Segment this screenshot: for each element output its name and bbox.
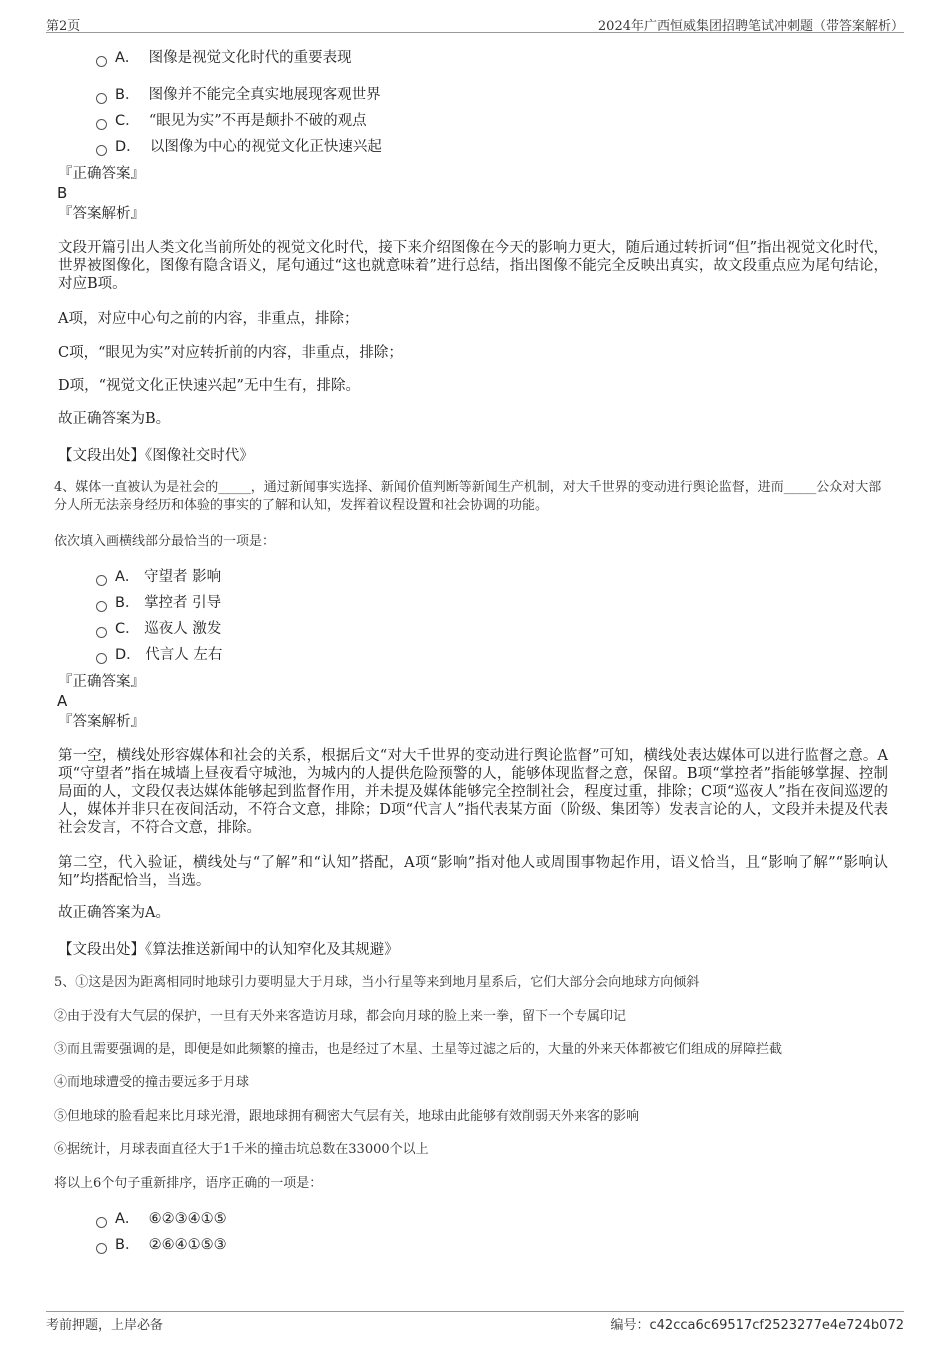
q4-option-b[interactable] xyxy=(96,593,221,613)
option-text: 巡夜人 激发 xyxy=(144,621,222,637)
option-text: 以图像为中心的视觉文化正快速兴起 xyxy=(149,139,382,155)
option-text: 代言人 左右 xyxy=(145,647,223,663)
sentence-line: ②由于没有大气层的保护，一旦有天外来客造访月球，都会向月球的脸上来一拳，留下一个专属印记 xyxy=(54,1009,627,1024)
option-text: 图像并不能完全真实地展现客观世界 xyxy=(148,87,381,103)
analysis-paragraph: 第一空，横线处形容媒体和社会的关系，根据后文“对大千世界的变动进行舆论监督”可知，横线处表达媒体可以进行监督之意。A项“守望者”指在城墙上昼夜看守城池，为城内的人提供危险预警的人，能够体现监督之意，保留。B项“掌控者”指能够掌握、控制局面的人，文段仅表达媒体能够起到监督作用，并未提及媒体能够完全控制社会，程度过重，排除；C项“巡夜人”指在夜间巡逻的人，媒体并非只在夜间活动，不符合文意，排除；D项“代言人”指代表某方面（阶级、集团等）发表言论的人，文段并未提及代表社会发言，不符合文意，排除。 xyxy=(58,748,888,836)
sentence-line: ③而且需要强调的是，即便是如此频繁的撞击，也是经过了木星、土星等过滤之后的，大量的外来天体都被它们组成的屏障拦截 xyxy=(54,1042,783,1057)
question-prompt: 依次填入画横线部分最恰当的一项是： xyxy=(54,534,276,549)
q3-option-d[interactable] xyxy=(96,137,382,157)
option-letter: A． xyxy=(115,50,140,66)
analysis-paragraph: C项，“眼见为实”对应转折前的内容，非重点，排除； xyxy=(58,345,403,361)
option-letter: C． xyxy=(115,621,140,637)
radio-icon[interactable] xyxy=(96,56,107,67)
radio-icon[interactable] xyxy=(96,93,107,104)
radio-icon[interactable] xyxy=(96,575,107,586)
option-text: 守望者 影响 xyxy=(144,569,222,585)
analysis-paragraph: 故正确答案为A。 xyxy=(58,905,170,921)
sentence-line: ⑥据统计，月球表面直径大于1千米的撞击坑总数在33000个以上 xyxy=(54,1142,429,1157)
option-letter: A． xyxy=(115,1211,140,1227)
question-stem: 4、媒体一直被认为是社会的_____，通过新闻事实选择、新闻价值判断等新闻生产机制，对大千世界的变动进行舆论监督，进而_____公众对大部分人所无法亲身经历和体验的事实的了解和认知，发挥着议程设置和社会协调的功能。 xyxy=(54,480,882,513)
analysis-label: 『答案解析』 xyxy=(58,714,145,730)
q3-option-c[interactable] xyxy=(96,111,367,131)
option-text: “眼见为实”不再是颠扑不破的观点 xyxy=(148,113,367,129)
passage-source: 【文段出处】《算法推送新闻中的认知窄化及其规避》 xyxy=(58,942,399,958)
sentence-line: ⑤但地球的脸看起来比月球光滑，跟地球拥有稠密大气层有关，地球由此能够有效削弱天外来客的影响 xyxy=(54,1109,640,1124)
analysis-paragraph: 文段开篇引出人类文化当前所处的视觉文化时代，接下来介绍图像在今天的影响力更大，随后通过转折词“但”指出视觉文化时代，世界被图像化，图像有隐含语义，尾句通过“这也就意味着”进行总结，指出图像不能完全反映出真实，故文段重点应为尾句结论，对应B项。 xyxy=(58,240,888,292)
option-letter: A． xyxy=(115,569,140,585)
analysis-paragraph: 故正确答案为B。 xyxy=(58,411,171,427)
q5-option-b[interactable] xyxy=(96,1235,227,1255)
option-letter: D． xyxy=(115,647,141,663)
question-prompt: 将以上6个句子重新排序，语序正确的一项是： xyxy=(54,1176,323,1191)
passage-source: 【文段出处】《图像社交时代》 xyxy=(58,448,254,464)
q4-option-d[interactable] xyxy=(96,645,222,665)
page-number: 第2页 xyxy=(46,19,81,34)
option-text: 掌控者 引导 xyxy=(144,595,222,611)
radio-icon[interactable] xyxy=(96,653,107,664)
q4-option-c[interactable] xyxy=(96,619,221,639)
option-letter: B． xyxy=(115,87,140,103)
radio-icon[interactable] xyxy=(96,627,107,638)
analysis-paragraph: A项，对应中心句之前的内容，非重点，排除； xyxy=(58,311,359,327)
q3-option-a[interactable] xyxy=(96,48,352,68)
option-letter: D． xyxy=(115,139,141,155)
sentence-line: ④而地球遭受的撞击要远多于月球 xyxy=(54,1075,250,1090)
radio-icon[interactable] xyxy=(96,601,107,612)
option-letter: C． xyxy=(115,113,140,129)
page-header xyxy=(46,14,904,33)
radio-icon[interactable] xyxy=(96,119,107,130)
correct-answer: A xyxy=(57,692,68,710)
option-letter: B． xyxy=(115,1237,140,1253)
analysis-label: 『答案解析』 xyxy=(58,206,145,222)
document-id: 编号：c42cca6c69517cf2523277e4e724b072 xyxy=(610,1318,904,1333)
q3-option-b[interactable] xyxy=(96,85,381,105)
option-letter: B． xyxy=(115,595,140,611)
correct-answer-label: 『正确答案』 xyxy=(58,674,145,690)
radio-icon[interactable] xyxy=(96,1243,107,1254)
correct-answer-label: 『正确答案』 xyxy=(58,166,145,182)
option-text: 图像是视觉文化时代的重要表现 xyxy=(148,50,352,66)
analysis-paragraph: D项，“视觉文化正快速兴起”无中生有，排除。 xyxy=(58,378,360,394)
correct-answer: B xyxy=(57,184,68,202)
q4-option-a[interactable] xyxy=(96,567,221,587)
q5-option-a[interactable] xyxy=(96,1209,227,1229)
radio-icon[interactable] xyxy=(96,145,107,156)
page-footer xyxy=(46,1311,904,1334)
option-text: ⑥②③④①⑤ xyxy=(148,1211,227,1227)
document-title: 2024年广西恒威集团招聘笔试冲刺题（带答案解析） xyxy=(597,19,904,34)
analysis-paragraph: 第二空，代入验证，横线处与“了解”和“认知”搭配，A项“影响”指对他人或周围事物起作用，语义恰当，且“影响了解”“影响认知”均搭配恰当，当选。 xyxy=(58,855,888,889)
footer-slogan: 考前押题，上岸必备 xyxy=(46,1318,164,1333)
option-text: ②⑥④①⑤③ xyxy=(148,1237,227,1253)
sentence-line: 5、①这是因为距离相同时地球引力要明显大于月球，当小行星等来到地月星系后，它们大部分会向地球方向倾斜 xyxy=(54,975,700,990)
radio-icon[interactable] xyxy=(96,1217,107,1228)
